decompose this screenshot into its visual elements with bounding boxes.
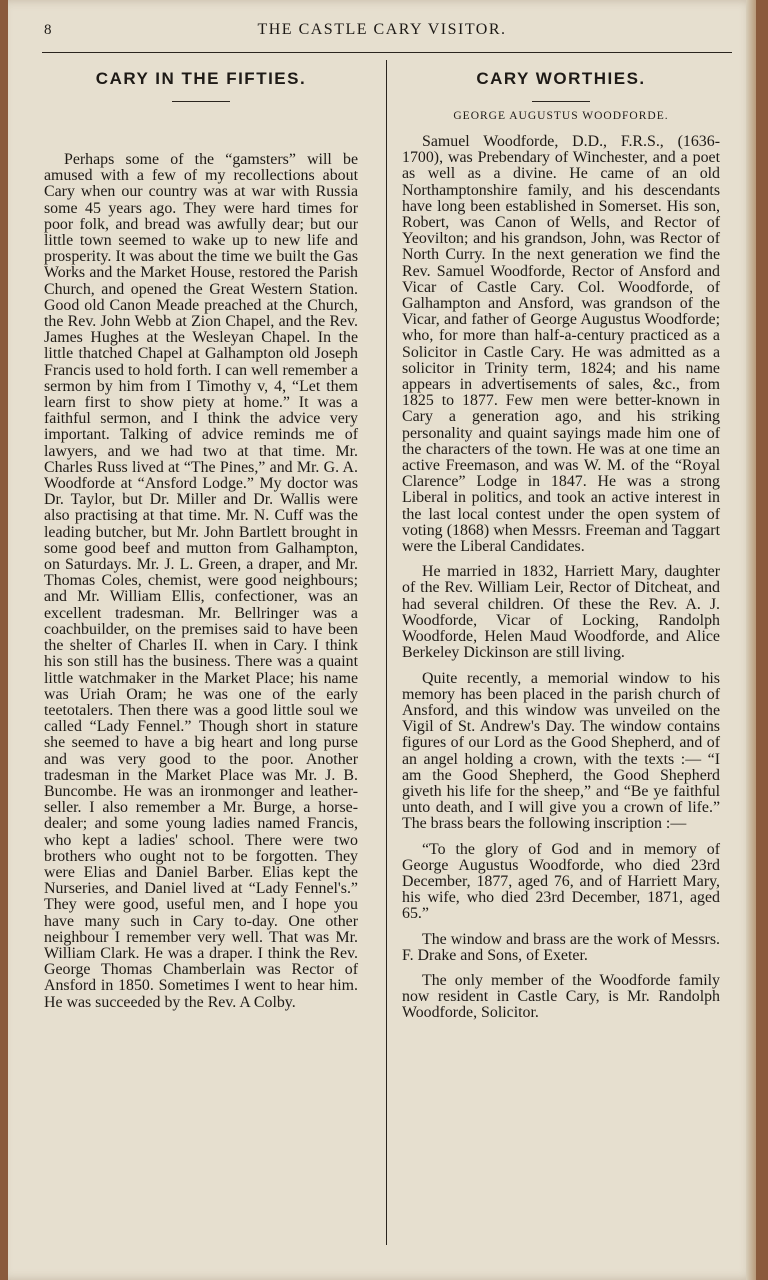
article-paragraph: He married in 1832, Harriett Mary, daughter of the Rev. William Leir, Rector of Ditcheat, and had several children. Of these the Rev. A. J. Woodforde, Vicar of Locking, Randolph Woodforde, Helen Maud Woodforde, and Alice Berkeley Dickinson are still living. <box>402 563 720 662</box>
column-divider <box>386 60 387 1245</box>
article-paragraph: Quite recently, a memorial window to his memory has been placed in the parish church of Ansford, and this window was unveiled on the Vigil of St. Andrew's Day. The window contains figures of our Lord as the Good Shepherd, and of an angel holding a crown, with the texts :— “I am the Good Shepherd, the Good Shepherd giveth his life for the sheep,” and “Be ye faithful unto death, and I will give you a crown of life.” The brass bears the following inscription :— <box>402 669 720 833</box>
header-rule <box>42 52 732 53</box>
right-column <box>402 62 720 1022</box>
page-edge <box>746 0 756 1280</box>
article-heading-cary-in-the-fifties: CARY IN THE FIFTIES. <box>95 69 307 88</box>
article-heading-cary-worthies: CARY WORTHIES. <box>476 69 646 88</box>
heading-rule <box>172 101 230 102</box>
article-paragraph: The window and brass are the work of Messrs. F. Drake and Sons, of Exeter. <box>402 930 720 964</box>
magazine-page <box>8 0 756 1280</box>
article-paragraph: The only member of the Woodforde family now resident in Castle Cary, is Mr. Randolph Woodforde, Solicitor. <box>402 971 720 1022</box>
article-subheading: GEORGE AUGUSTUS WOODFORDE. <box>453 110 669 122</box>
publication-title: THE CASTLE CARY VISITOR. <box>257 21 507 38</box>
left-column <box>44 62 358 1011</box>
heading-rule <box>532 101 590 102</box>
article-paragraph: Samuel Woodforde, D.D., F.R.S., (1636-1700), was Prebendary of Winchester, and a poet as well as a divine. He came of an old Northamptonshire family, and his descendants have long been established in Somerset. His son, Robert, was Canon of Wells, and Rector of Yeovilton; and his grandson, John, was Rector of North Curry. In the next generation we find the Rev. Samuel Woodforde, Rector of Ansford and Vicar of Castle Cary. Col. Woodforde, of Galhampton and Ansford, was grandson of the Vicar, and father of George Augustus Woodforde; who, for more than half-a-century practiced as a Solicitor in Castle Cary. He was admitted as a solicitor in Trinity term, 1824; and his name appears in advertisements of sales, &c., from 1825 to 1877. Few men were better-known in Cary a generation ago, and his striking personality and quaint sayings made him one of the characters of the town. He was at one time an active Freemason, and was W. M. of the “Royal Clarence” Lodge in 1847. He was a strong Liberal in politics, and took an active interest in the last local contest under the open system of voting (1868) when Messrs. Freeman and Taggart were the Liberal Candidates. <box>402 133 720 556</box>
article-paragraph: Perhaps some of the “gamsters” will be amused with a few of my recollections about Cary when our country was at war with Russia some 45 years ago. They were hard times for poor folk, and bread was awfully dear; but our little town seemed to wake up to new life and prosperity. It was about the time we built the Gas Works and the Market House, restored the Parish Church, and opened the Great Western Station. Good old Canon Meade preached at the Church, the Rev. John Webb at Zion Chapel, and the Rev. James Hughes at the Wesleyan Chapel. In the little thatched Chapel at Galhampton old Joseph Francis used to hold forth. I can well remember a sermon by him from I Timothy v, 4, “Let them learn first to show piety at home.” It was a faithful sermon, and I think the advice very important. Talking of advice reminds me of lawyers, and we had two at that time. Mr. Charles Russ lived at “The Pines,” and Mr. G. A. Woodforde at “Ansford Lodge.” My doctor was Dr. Taylor, but Dr. Miller and Dr. Wallis were also practising at that time. Mr. N. Cuff was the leading butcher, but Mr. John Bartlett brought in some good beef and mutton from Galhampton, on Saturdays. Mr. J. L. Green, a draper, and Mr. Thomas Coles, chemist, were good neighbours; and Mr. William Ellis, confectioner, was an excellent tradesman. Mr. Bellringer was a coachbuilder, on the premises said to have been the shelter of Charles II. when in Cary. I think his son still has the business. There was a quaint little watchmaker in the Market Place; his name was Uriah Oram; he was one of the early teetotalers. Then there was a good little soul we called “Lady Fennel.” Though short in stature she seemed to have a big heart and long purse and was very good to the poor. Another tradesman in the Market Place was Mr. J. B. Buncombe. He was an ironmonger and leather-seller. I also remember a Mr. Burge, a horse-dealer; and some young ladies named Francis, who kept a ladies' school. There were two brothers who ought not to be forgotten. They were Elias and Daniel Barber. Elias kept the Nurseries, and Daniel lived at “Lady Fennel's.” They were good, useful men, and I hope you have many such in Cary to-day. One other neighbour I remember very well. That was Mr. William Clark. He was a draper. I think the Rev. George Thomas Chamberlain was Rector of Ansford in 1850. Sometimes I went to hear him. He was succeeded by the Rev. A Colby. <box>44 151 358 1011</box>
memorial-inscription: “To the glory of God and in memory of George Augustus Woodforde, who died 23rd December, 1877, aged 76, and of Harriett Mary, his wife, who died 23rd December, 1871, aged 65.” <box>402 840 720 923</box>
page-number: 8 <box>44 22 52 38</box>
